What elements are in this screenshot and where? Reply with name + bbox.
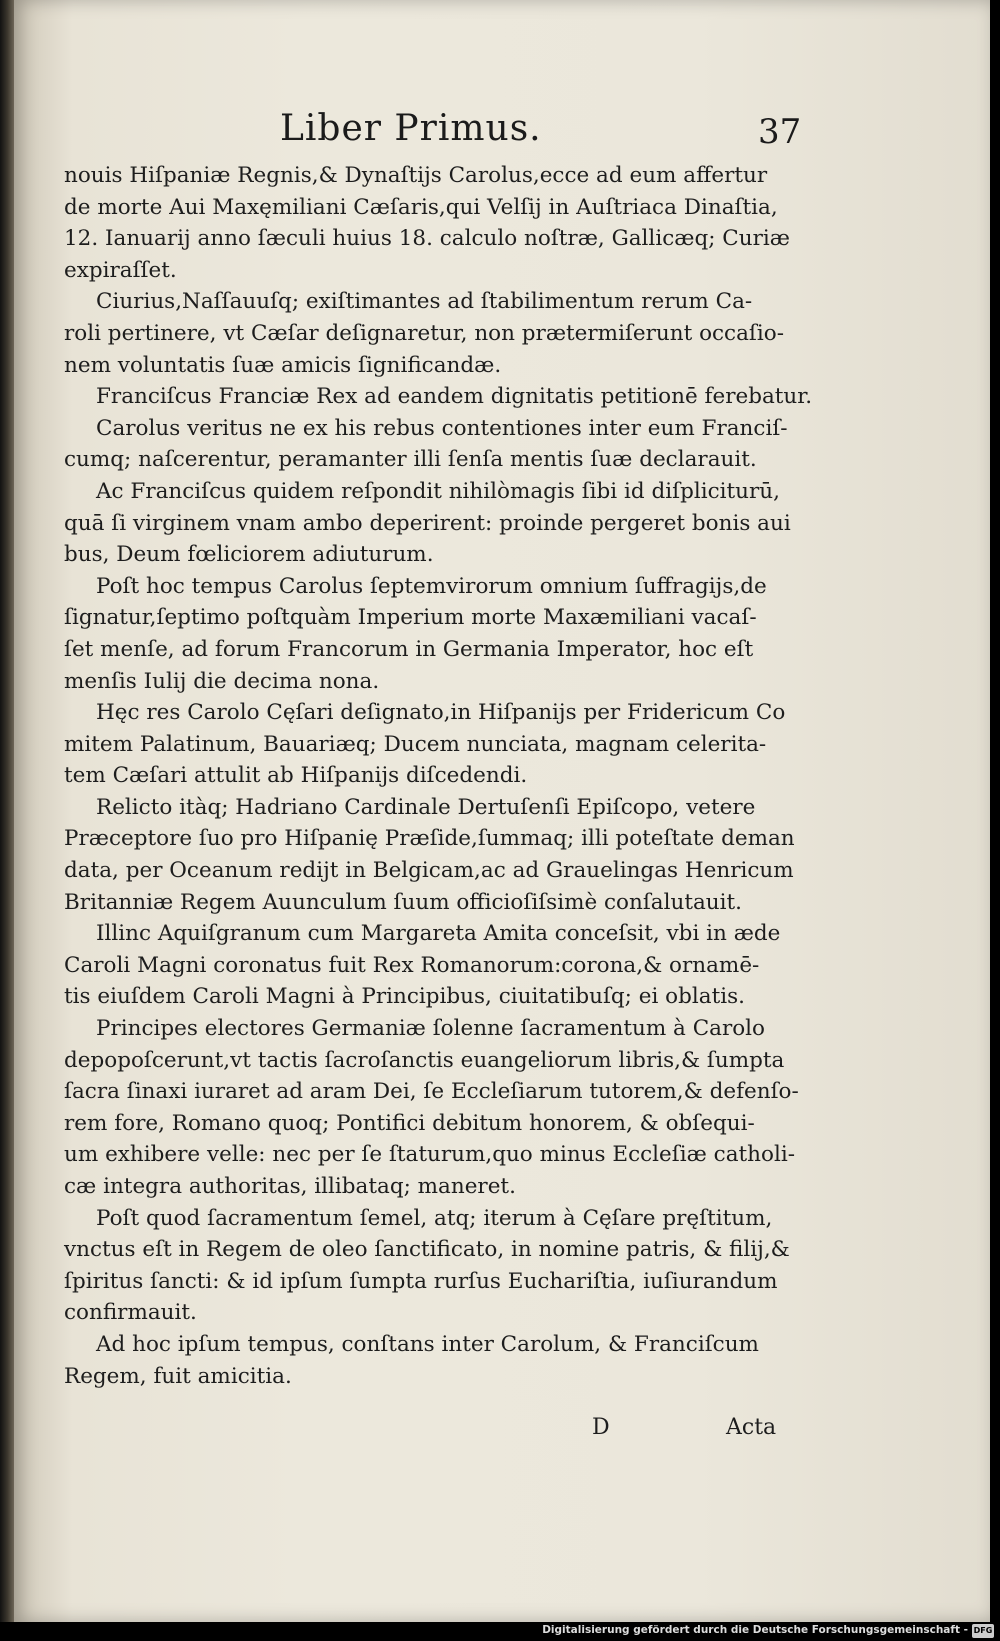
dfg-logo-icon: DFG <box>972 1624 994 1638</box>
text-line: cumq; naſcerentur, peramanter illi ſenſa mentis ſuæ declarauit. <box>64 447 757 473</box>
text-line: confirmauit. <box>64 1300 197 1326</box>
catchword: Acta <box>726 1415 777 1440</box>
text-line: expiraſſet. <box>64 257 177 283</box>
text-line: Carolus veritus ne ex his rebus contentiones inter eum Franciſ- <box>96 415 788 441</box>
text-line: ſet menſe, ad forum Francorum in Germania Imperator, hoc eſt <box>64 636 754 662</box>
text-line: Relicto itàq; Hadriano Cardinale Dertuſenſi Epiſcopo, vetere <box>96 794 756 820</box>
text-line: Hęc res Carolo Cęſari deſignato,in Hiſpanijs per Fridericum Co <box>96 700 786 726</box>
text-line: Ac Franciſcus quidem reſpondit nihilòmagis ſibi id diſpliciturū, <box>96 478 780 504</box>
text-line: ſacra ſinaxi iuraret ad aram Dei, ſe Eccleſiarum tutorem,& defenſo- <box>64 1079 799 1105</box>
text-line: tis eiuſdem Caroli Magni à Principibus, ciuitatibuſq; ei oblatis. <box>64 984 745 1010</box>
text-line: de morte Aui Maxęmiliani Cæſaris,qui Velſij in Auſtriaca Dinaſtia, <box>64 194 778 220</box>
text-line: roli pertinere, vt Cæſar deſignaretur, non prætermiſerunt occaſio- <box>64 320 784 346</box>
text-line: 12. Ianuarij anno ſæculi huius 18. calculo noſtræ, Gallicæq; Curiæ <box>64 226 790 252</box>
text-line: Britanniæ Regem Auunculum ſuum officioſiſsimè conſalutauit. <box>64 889 743 915</box>
text-line: Poſt quod ſacramentum ſemel, atq; iterum à Cęſare pręſtitum, <box>96 1205 773 1231</box>
text-line: tem Cæſari attulit ab Hiſpanijs diſcedendi. <box>64 763 528 789</box>
book-page <box>14 0 990 1622</box>
text-line: rem fore, Romano quoq; Pontifici debitum honorem, & obſequi- <box>64 1110 755 1136</box>
text-line: data, per Oceanum redijt in Belgicam,ac ad Grauelingas Henricum <box>64 858 794 884</box>
text-line: menſis Iulij die decima nona. <box>64 668 380 694</box>
text-line: bus, Deum fœliciorem adiuturum. <box>64 542 434 568</box>
text-line: Præceptore ſuo pro Hiſpanię Præſide,ſummaq; illi poteſtate deman <box>64 826 795 852</box>
text-line: Poſt hoc tempus Carolus ſeptemvirorum omnium ſuffragijs,de <box>96 573 767 599</box>
credit-text: Digitalisierung gefördert durch die Deutsche Forschungsgemeinschaft - <box>542 1624 968 1636</box>
text-line: Ad hoc ipſum tempus, conſtans inter Carolum, & Franciſcum <box>96 1331 759 1357</box>
text-line: Regem, fuit amicitia. <box>64 1363 292 1389</box>
text-line: cæ integra authoritas, illibataq; maneret. <box>64 1174 516 1199</box>
text-line: Principes electores Germaniæ ſolenne ſacramentum à Carolo <box>96 1016 765 1042</box>
text-line: Franciſcus Franciæ Rex ad eandem dignitatis petitionē ferebatur. <box>96 384 813 410</box>
text-line: Ciurius,Naſſauuſq; exiſtimantes ad ſtabilimentum rerum Ca- <box>96 289 753 315</box>
text-line: mitem Palatinum, Bauariæq; Ducem nunciata, magnam celerita- <box>64 731 767 757</box>
digitization-credit-bar <box>0 1622 1000 1641</box>
text-line: ſpiritus ſancti: & id ipſum ſumpta rurſus Euchariſtia, iuſiurandum <box>64 1268 778 1294</box>
text-line: ſignatur,ſeptimo poſtquàm Imperium morte Maxæmiliani vacaſ- <box>64 605 757 631</box>
signature-mark: D <box>592 1415 610 1440</box>
text-line: nem voluntatis ſuæ amicis ſignificandæ. <box>64 352 502 378</box>
text-line: Illinc Aquiſgranum cum Margareta Amita conceſsit, vbi in æde <box>96 921 781 947</box>
text-line: um exhibere velle: nec per ſe ſtaturum,quo minus Eccleſiæ catholi- <box>64 1142 795 1168</box>
text-line: depopoſcerunt,vt tactis ſacroſanctis euangeliorum libris,& ſumpta <box>64 1047 785 1073</box>
text-line: vnctus eſt in Regem de oleo ſanctificato, in nomine patris, & filij,& <box>64 1237 790 1263</box>
body-text <box>64 160 813 1392</box>
text-line: Caroli Magni coronatus fuit Rex Romanorum:corona,& ornamē- <box>64 952 760 978</box>
page-number: 37 <box>758 112 802 152</box>
running-header: Liber Primus. <box>280 108 542 149</box>
text-line: quā ſi virginem vnam ambo deperirent: proinde pergeret bonis aui <box>64 510 791 536</box>
text-line: nouis Hiſpaniæ Regnis,& Dynaſtijs Carolus,ecce ad eum affertur <box>64 163 768 188</box>
